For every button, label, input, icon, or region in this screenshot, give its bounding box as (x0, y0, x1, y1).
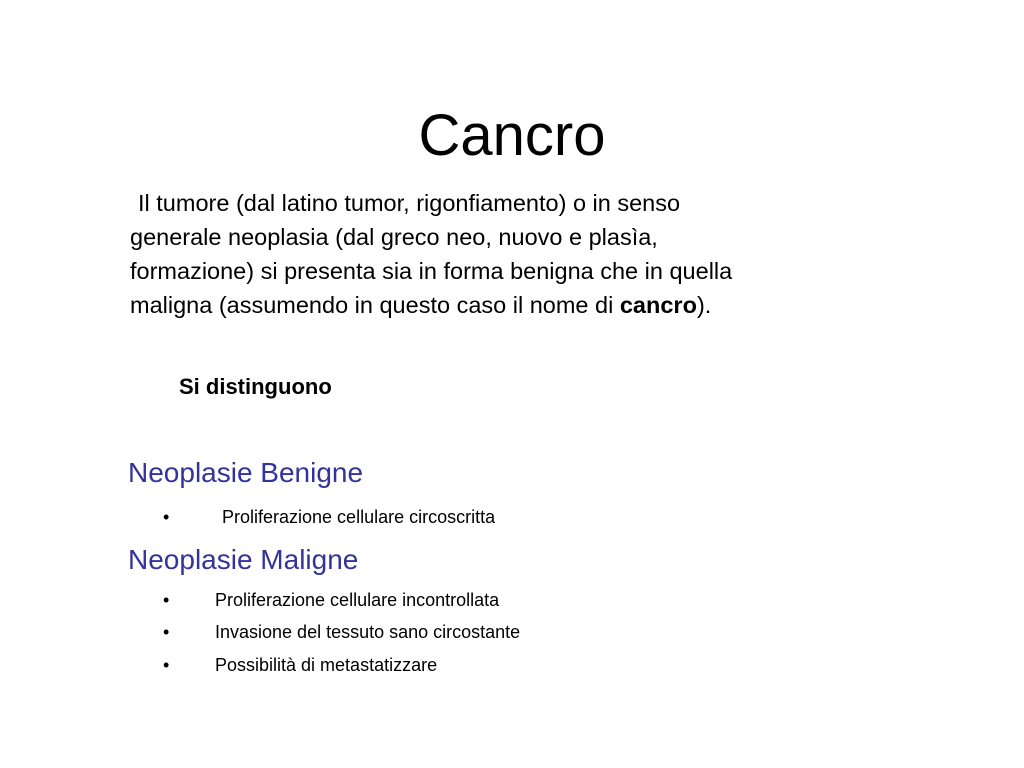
list-item (0, 653, 900, 677)
malign-item-3: Possibilità di metastatizzare (215, 655, 438, 675)
distinguish-label: Si distinguono (179, 374, 332, 399)
list-item (0, 620, 900, 644)
intro-line-2: generale neoplasia (dal greco neo, nuovo e plasìa, (130, 224, 658, 250)
benign-heading: Neoplasie Benigne (128, 457, 364, 488)
intro-line-4-end: ). (696, 292, 712, 318)
cancro-term: cancro (619, 292, 697, 318)
intro-line-4 (130, 288, 890, 322)
malign-item-2: Invasione del tessuto sano circostante (215, 622, 521, 642)
list-item (0, 588, 900, 612)
malign-item-1: Proliferazione cellulare incontrollata (215, 590, 500, 610)
slide-title: Cancro (418, 102, 606, 168)
intro-line-3: formazione) si presenta sia in forma benigna che in quella (130, 258, 733, 284)
benign-item-1: Proliferazione cellulare circoscritta (222, 507, 496, 527)
intro-paragraph (130, 186, 890, 322)
bullet-icon: • (163, 590, 170, 610)
bullet-icon: • (163, 655, 170, 675)
intro-line-1: Il tumore (dal latino tumor, rigonfiamento) o in senso (138, 190, 681, 216)
malign-heading: Neoplasie Maligne (128, 544, 359, 575)
list-item (0, 505, 900, 529)
bullet-icon: • (163, 507, 170, 527)
bullet-icon: • (163, 622, 170, 642)
intro-line-4-text: maligna (assumendo in questo caso il nome di (130, 292, 620, 318)
